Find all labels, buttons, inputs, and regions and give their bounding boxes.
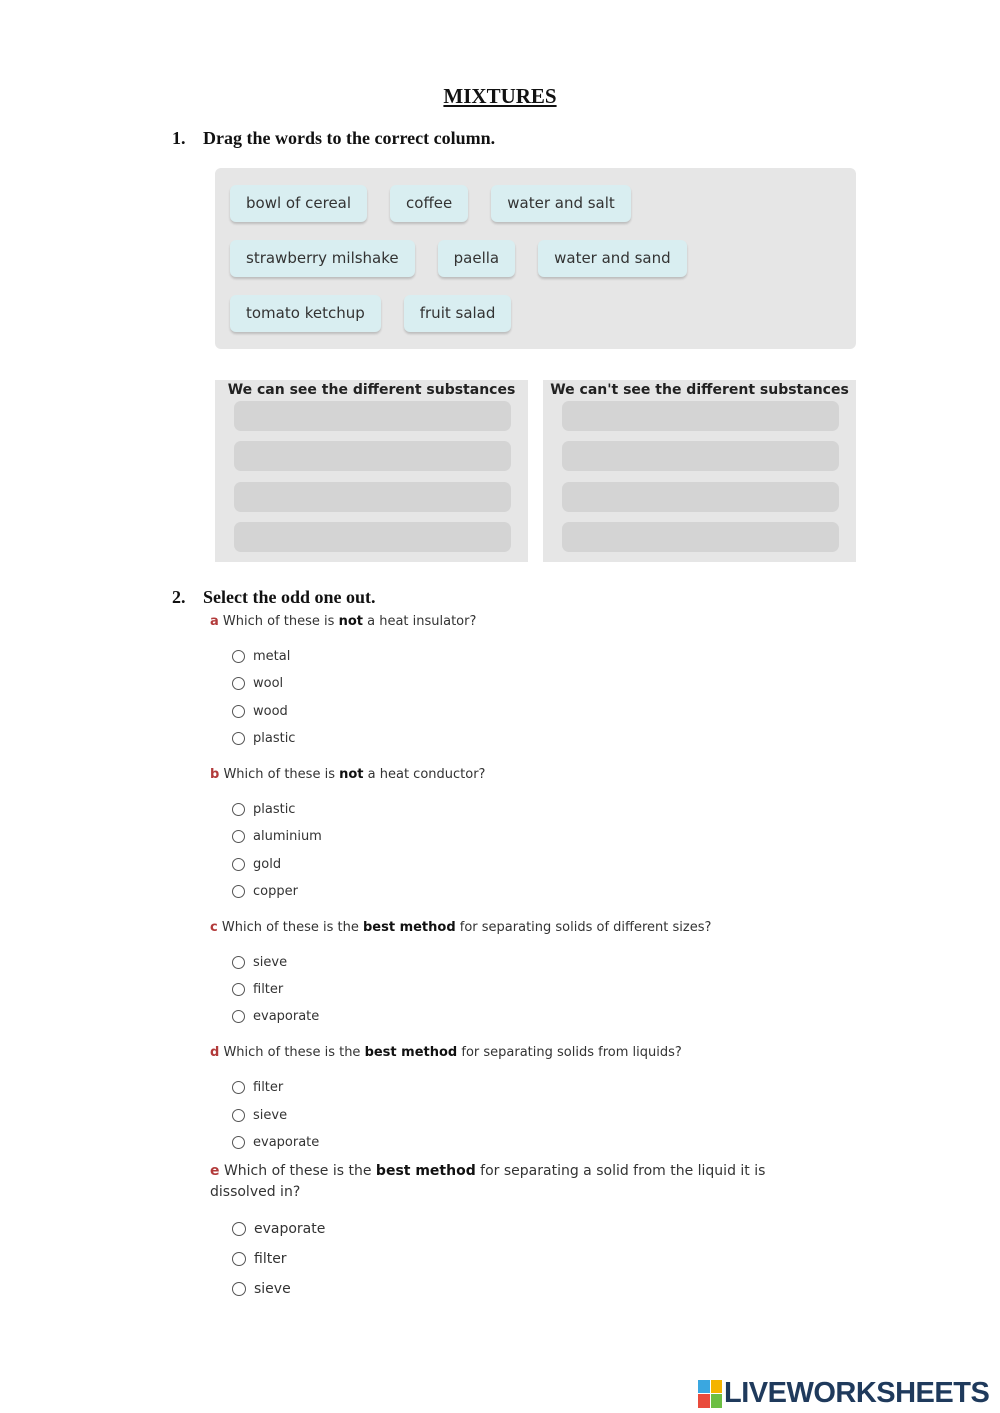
question-e — [210, 1161, 765, 1203]
question-text: dissolved in? — [210, 1184, 301, 1200]
option-label: evaporate — [253, 1008, 320, 1024]
radio-button-icon[interactable] — [232, 1010, 245, 1023]
question-a — [210, 611, 476, 632]
page-title: MIXTURES — [443, 84, 557, 108]
drop-slot[interactable] — [562, 401, 839, 431]
drop-slot[interactable] — [234, 441, 511, 471]
word-chip[interactable]: coffee — [390, 185, 468, 222]
logo-wordmark: LIVEWORKSHEETS — [724, 1377, 990, 1409]
question-letter: c — [210, 920, 218, 935]
question-letter: e — [210, 1163, 220, 1179]
question-text: Which of these is the — [223, 1045, 365, 1060]
question-c — [210, 917, 711, 938]
option-label: plastic — [253, 801, 296, 817]
word-chip[interactable]: tomato ketchup — [230, 295, 381, 332]
column-title: We can't see the different substances — [550, 382, 849, 398]
radio-button-icon[interactable] — [232, 830, 245, 843]
question-emphasis: best method — [364, 1045, 458, 1060]
question-text: a heat conductor? — [363, 767, 486, 782]
option-label: metal — [253, 648, 291, 664]
drop-slot[interactable] — [234, 401, 511, 431]
option-label: wood — [253, 703, 288, 719]
radio-button-icon[interactable] — [232, 1252, 246, 1266]
radio-option[interactable] — [232, 729, 295, 747]
option-label: plastic — [253, 730, 296, 746]
question-emphasis: not — [339, 767, 364, 782]
radio-button-icon[interactable] — [232, 650, 245, 663]
question-emphasis: not — [338, 614, 363, 629]
word-chip[interactable]: paella — [438, 240, 515, 277]
option-label: wool — [253, 675, 284, 691]
logo-badge-icon — [698, 1380, 722, 1408]
option-label: aluminium — [253, 828, 322, 844]
section-number: 2. — [172, 587, 186, 607]
drop-slot[interactable] — [562, 482, 839, 512]
question-text: Which of these is the — [223, 1163, 376, 1179]
option-label: sieve — [254, 1281, 291, 1297]
option-label: filter — [254, 1251, 287, 1267]
drop-column-not-visible — [543, 380, 856, 562]
section-2-heading — [172, 587, 376, 608]
radio-button-icon[interactable] — [232, 732, 245, 745]
section-number: 1. — [172, 128, 186, 148]
section-1-heading — [172, 128, 495, 149]
question-d — [210, 1042, 682, 1063]
option-label: filter — [253, 1079, 284, 1095]
word-chip[interactable]: fruit salad — [404, 295, 512, 332]
radio-option[interactable] — [232, 647, 290, 665]
question-emphasis: best method — [375, 1163, 476, 1179]
word-chip[interactable]: water and salt — [491, 185, 631, 222]
question-letter: d — [210, 1045, 220, 1060]
radio-button-icon[interactable] — [232, 1222, 246, 1236]
option-label: sieve — [253, 1107, 288, 1123]
word-bank-row — [230, 295, 534, 332]
option-label: evaporate — [253, 1134, 320, 1150]
word-bank — [215, 168, 856, 349]
question-b — [210, 764, 485, 785]
drop-slot[interactable] — [562, 441, 839, 471]
radio-button-icon[interactable] — [232, 956, 245, 969]
question-emphasis: best method — [362, 920, 456, 935]
question-text: a heat insulator? — [362, 614, 477, 629]
word-bank-row — [230, 185, 654, 222]
radio-option[interactable] — [232, 827, 322, 845]
radio-option[interactable] — [232, 980, 283, 998]
radio-option[interactable] — [232, 702, 288, 720]
radio-option[interactable] — [232, 800, 295, 818]
radio-option[interactable] — [232, 1250, 287, 1268]
column-title: We can see the different substances — [227, 382, 516, 398]
word-bank-row — [230, 240, 710, 277]
radio-option[interactable] — [232, 674, 283, 692]
option-label: filter — [253, 981, 284, 997]
drop-slot[interactable] — [562, 522, 839, 552]
drop-column-visible — [215, 380, 528, 562]
section-instruction: Drag the words to the correct column. — [203, 128, 496, 148]
drop-slot[interactable] — [234, 522, 511, 552]
radio-button-icon[interactable] — [232, 983, 245, 996]
question-letter: a — [210, 614, 219, 629]
radio-button-icon[interactable] — [232, 705, 245, 718]
option-label: gold — [253, 856, 282, 872]
radio-button-icon[interactable] — [232, 1109, 245, 1122]
radio-option[interactable] — [232, 1007, 319, 1025]
question-text: Which of these is the — [221, 920, 363, 935]
radio-option[interactable] — [232, 882, 298, 900]
question-text: Which of these is — [222, 614, 339, 629]
radio-option[interactable] — [232, 1106, 287, 1124]
drop-slot[interactable] — [234, 482, 511, 512]
radio-option[interactable] — [232, 855, 281, 873]
liveworksheets-logo — [698, 1377, 989, 1410]
radio-option[interactable] — [232, 1078, 283, 1096]
radio-option[interactable] — [232, 1280, 291, 1298]
radio-button-icon[interactable] — [232, 677, 245, 690]
radio-option[interactable] — [232, 1220, 325, 1238]
question-text: for separating solids from liquids? — [457, 1045, 682, 1060]
radio-button-icon[interactable] — [232, 885, 245, 898]
radio-button-icon[interactable] — [232, 1081, 245, 1094]
option-label: evaporate — [254, 1221, 326, 1237]
radio-button-icon[interactable] — [232, 803, 245, 816]
radio-button-icon[interactable] — [232, 1282, 246, 1296]
question-text: Which of these is — [223, 767, 340, 782]
word-chip[interactable]: bowl of cereal — [230, 185, 367, 222]
radio-button-icon[interactable] — [232, 858, 245, 871]
option-label: sieve — [253, 954, 288, 970]
question-letter: b — [210, 767, 220, 782]
radio-button-icon[interactable] — [232, 1136, 245, 1149]
radio-option[interactable] — [232, 953, 287, 971]
question-text: for separating a solid from the liquid it is — [475, 1163, 766, 1179]
question-text: for separating solids of different sizes? — [455, 920, 712, 935]
radio-option[interactable] — [232, 1133, 319, 1151]
section-instruction: Select the odd one out. — [203, 587, 376, 607]
word-chip[interactable]: strawberry milshake — [230, 240, 415, 277]
option-label: copper — [253, 883, 298, 899]
word-chip[interactable]: water and sand — [538, 240, 687, 277]
